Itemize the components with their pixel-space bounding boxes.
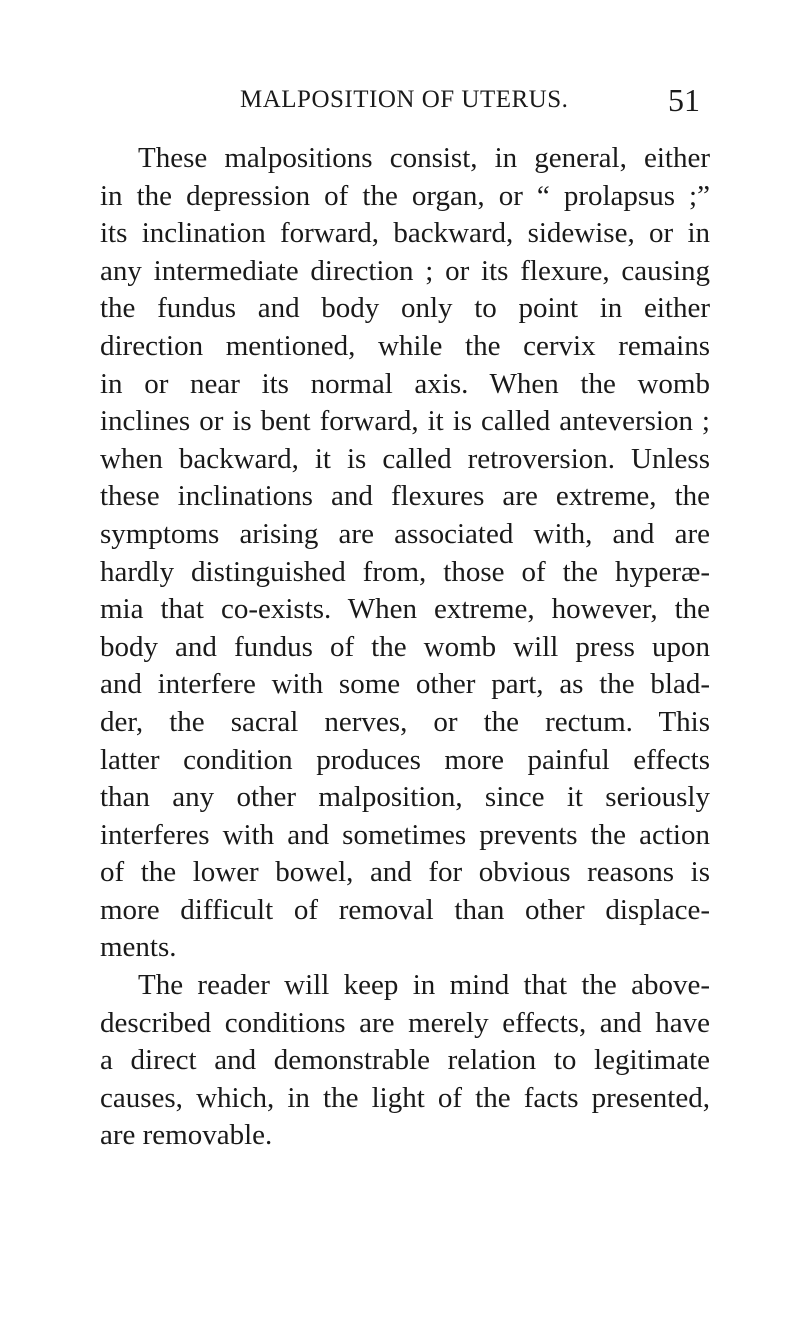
text-line: body and fundus of the womb will press upon bbox=[100, 630, 710, 663]
text-line: described conditions are merely effects, and have bbox=[100, 1006, 710, 1039]
text-line: in the depression of the organ, or “ prolapsus ;” bbox=[100, 179, 710, 212]
text-line: than any other malposition, since it seriously bbox=[100, 781, 710, 814]
running-head bbox=[100, 82, 700, 120]
text-line: a direct and demonstrable relation to legitimate bbox=[100, 1044, 710, 1077]
paragraph-1 bbox=[100, 140, 710, 967]
page-number: 51 bbox=[668, 82, 700, 118]
text-line: hardly distinguished from, those of the hyperæ- bbox=[100, 555, 710, 588]
text-line: more difficult of removal than other displace- bbox=[100, 893, 710, 926]
text-line: mia that co-exists. When extreme, however, the bbox=[100, 593, 710, 626]
text-line: and interfere with some other part, as the blad- bbox=[100, 668, 710, 701]
text-line: direction mentioned, while the cervix remains bbox=[100, 329, 710, 362]
text-line: in or near its normal axis. When the womb bbox=[100, 367, 710, 400]
text-line: any intermediate direction ; or its flexure, causing bbox=[100, 254, 710, 287]
running-title: MALPOSITION OF UTERUS. bbox=[240, 86, 569, 113]
text-line: of the lower bowel, and for obvious reasons is bbox=[100, 856, 710, 889]
text-line: ments. bbox=[100, 931, 177, 964]
text-line: der, the sacral nerves, or the rectum. This bbox=[100, 705, 710, 738]
text-line: symptoms arising are associated with, and are bbox=[100, 517, 710, 550]
text-line: inclines or is bent forward, it is called anteversion ; bbox=[100, 405, 710, 438]
body-text bbox=[100, 140, 710, 1155]
text-line: interferes with and sometimes prevents the action bbox=[100, 818, 710, 851]
text-line: The reader will keep in mind that the above- bbox=[138, 969, 710, 1002]
text-line: the fundus and body only to point in either bbox=[100, 292, 710, 325]
text-line: These malpositions consist, in general, either bbox=[138, 142, 710, 174]
text-line: when backward, it is called retroversion. Unless bbox=[100, 442, 710, 475]
text-line: latter condition produces more painful effects bbox=[100, 743, 710, 776]
text-line: its inclination forward, backward, sidewise, or in bbox=[100, 217, 710, 250]
text-line: these inclinations and flexures are extreme, the bbox=[100, 480, 710, 513]
paragraph-2 bbox=[100, 967, 710, 1155]
text-line: causes, which, in the light of the facts presented, bbox=[100, 1081, 710, 1114]
text-line: are removable. bbox=[100, 1119, 273, 1152]
